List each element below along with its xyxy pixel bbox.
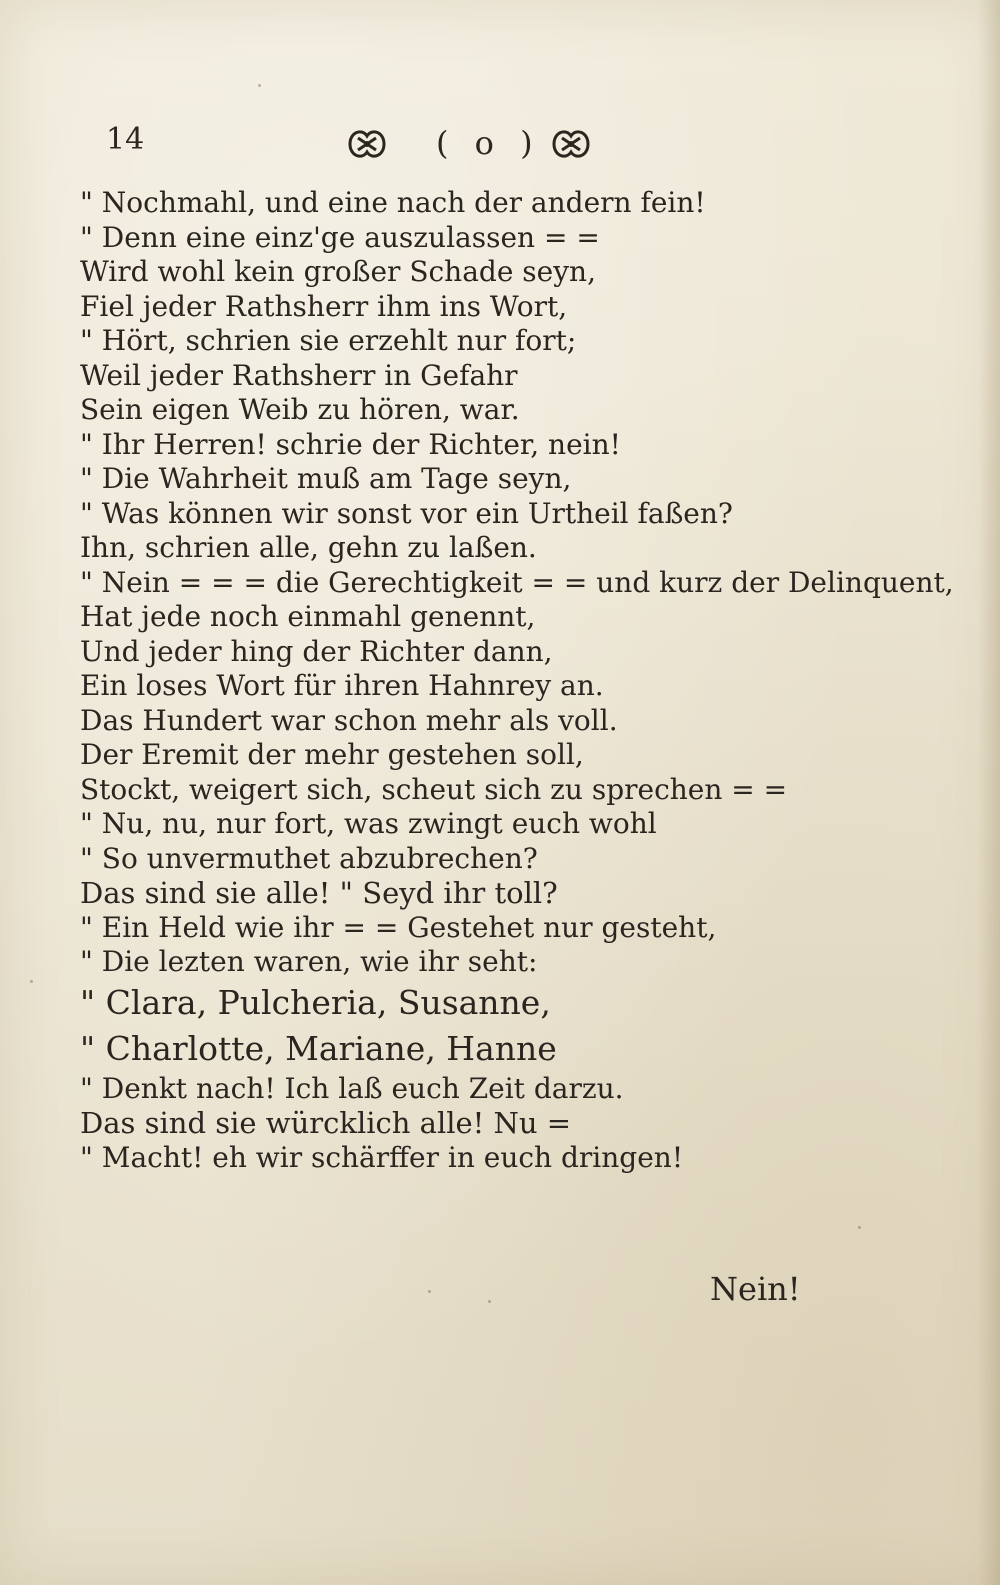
verse-line: Ein loses Wort für ihren Hahnrey an.	[80, 669, 604, 702]
verse-line-names: " Charlotte, Mariane, Hanne	[80, 1028, 557, 1068]
page-edge-shadow	[978, 0, 1000, 1585]
paper-speck	[30, 980, 33, 983]
verse-line: " Was können wir sonst vor ein Urtheil faßen?	[80, 496, 733, 530]
verse-line: Der Eremit der mehr gestehen soll,	[80, 738, 584, 771]
verse-line: " So unvermuthet abzubrechen?	[80, 841, 538, 875]
verse-line: Das sind sie würcklich alle! Nu =	[80, 1106, 572, 1140]
verse-line: " Nochmahl, und eine nach der andern fein!	[80, 186, 706, 219]
page-number: 14	[106, 122, 145, 157]
verse-line: " Nu, nu, nur fort, was zwingt euch wohl	[80, 807, 657, 840]
verse-line: Das sind sie alle! " Seyd ihr toll?	[80, 876, 558, 910]
paper-speck	[428, 1290, 431, 1293]
verse-line: " Macht! eh wir schärffer in euch dringen!	[80, 1140, 684, 1174]
verse-line: Das Hundert war schon mehr als voll.	[80, 703, 618, 737]
verse-line: " Ihr Herren! schrie der Richter, nein!	[80, 427, 621, 461]
verse-line: " Nein = = = die Gerechtigkeit = = und kurz der Delinquent,	[80, 565, 954, 599]
verse-line: " Ein Held wie ihr = = Gestehet nur gesteht,	[80, 910, 717, 944]
paper-speck	[258, 84, 261, 87]
left-ornament-icon	[346, 124, 388, 164]
verse-line: Wird wohl kein großer Schade seyn,	[80, 255, 596, 288]
verse-line: Fiel jeder Rathsherr ihm ins Wort,	[80, 289, 568, 323]
page-header	[106, 118, 626, 168]
right-ornament-icon	[550, 124, 592, 164]
paper-speck	[488, 1300, 491, 1303]
verse-line: " Die Wahrheit muß am Tage seyn,	[80, 462, 572, 495]
verse-line: " Denn eine einz'ge auszulassen = =	[80, 220, 600, 254]
verse-line: Hat jede noch einmahl genennt,	[80, 600, 536, 633]
signature-mark: ( o )	[436, 124, 541, 162]
verse-line: Ihn, schrien alle, gehn zu laßen.	[80, 531, 537, 564]
paper-speck	[858, 1226, 861, 1229]
verse-line: " Die lezten waren, wie ihr seht:	[80, 945, 538, 978]
verse-line: " Denkt nach! Ich laß euch Zeit darzu.	[80, 1071, 624, 1105]
poem-text	[80, 186, 954, 1175]
verse-line: Weil jeder Rathsherr in Gefahr	[80, 358, 518, 392]
verse-line: Und jeder hing der Richter dann,	[80, 634, 553, 668]
verse-line: Sein eigen Weib zu hören, war.	[80, 393, 520, 426]
verse-line: " Hört, schrien sie erzehlt nur fort;	[80, 324, 577, 357]
verse-line: Stockt, weigert sich, scheut sich zu sprechen = =	[80, 772, 788, 806]
catchword: Nein!	[710, 1270, 801, 1308]
verse-line-names: " Clara, Pulcheria, Susanne,	[80, 982, 551, 1022]
